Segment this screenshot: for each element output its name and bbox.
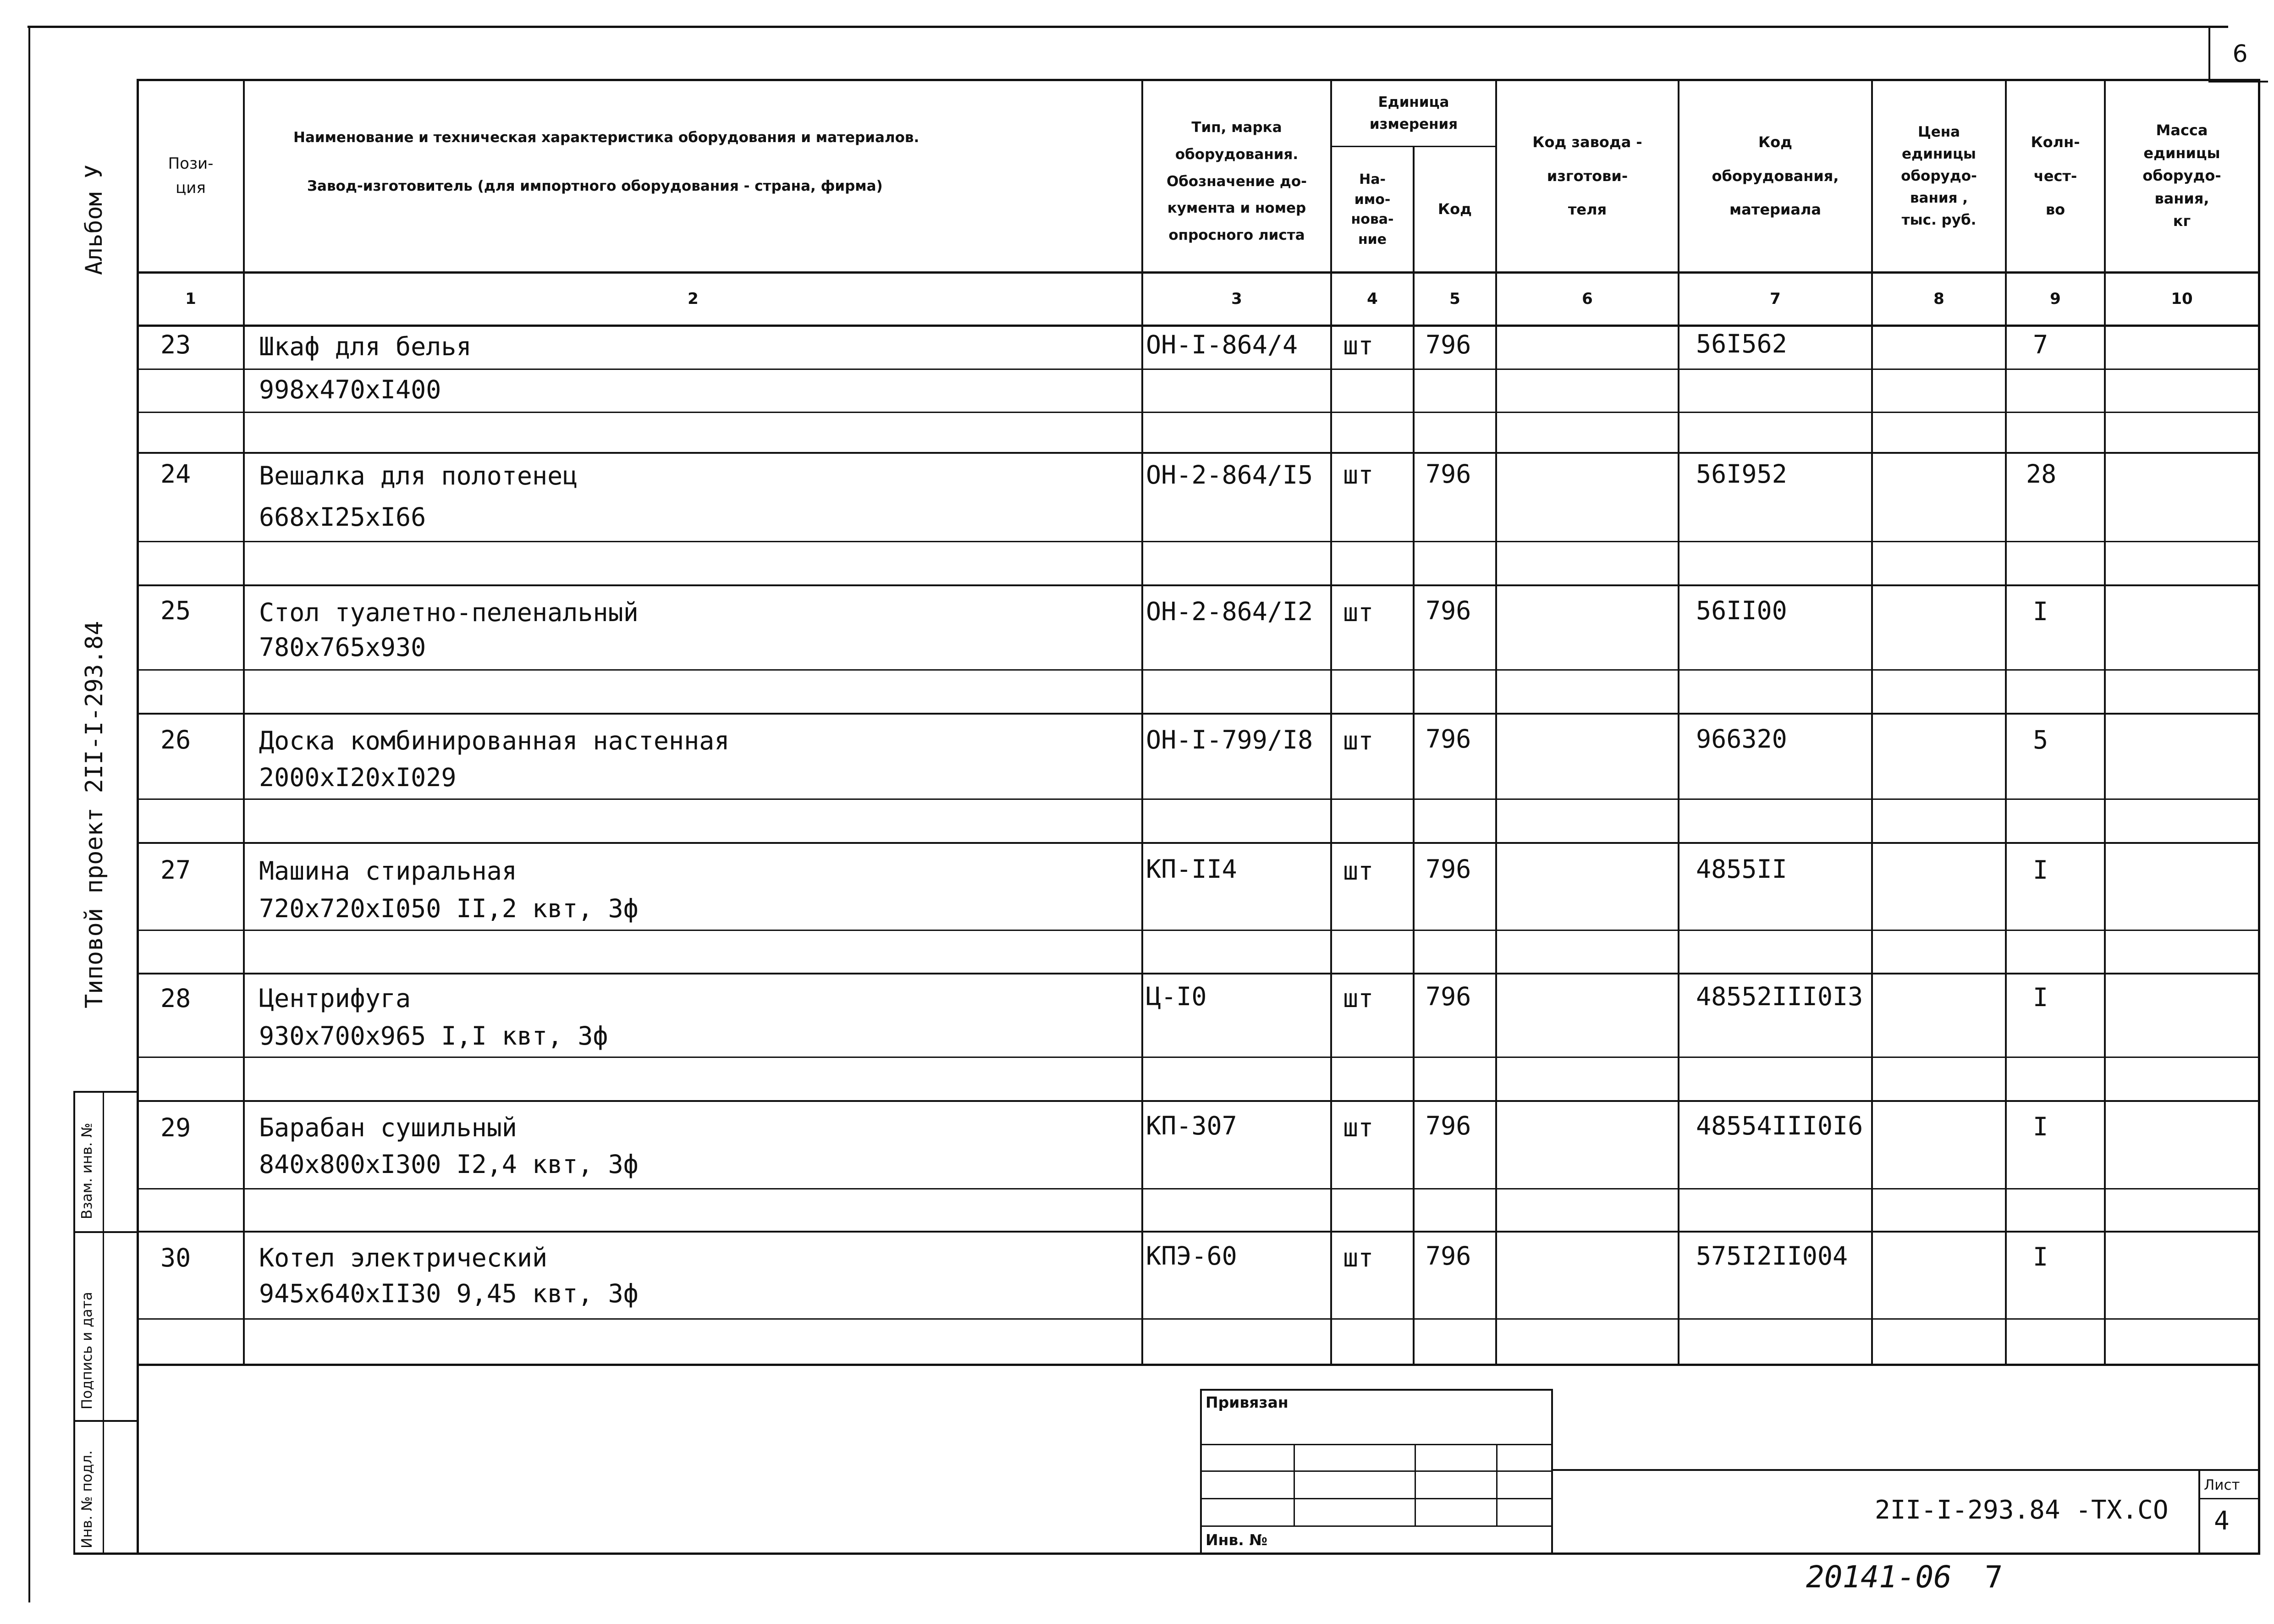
row-name: Стол туалетно-пеленальный: [259, 598, 639, 627]
row-group-line: [137, 1100, 2260, 1102]
row-equipment-code: 966320: [1696, 724, 1787, 754]
row-line: [137, 1057, 2260, 1058]
column-number: 10: [2171, 289, 2193, 308]
row-position: 24: [160, 459, 191, 489]
header-unit-name: На- имо- нова- ние: [1351, 171, 1394, 248]
footer-handwritten-code: 20141-06: [1806, 1559, 1952, 1595]
table-bottom-line: [137, 1364, 2260, 1366]
stamp-label-signature: Подпись и дата: [79, 1292, 95, 1409]
row-quantity: I: [2033, 983, 2048, 1012]
footer-number: 7: [1985, 1559, 2003, 1595]
row-type: Ц-I0: [1146, 982, 1207, 1011]
header-unit-group: Единица измерения: [1369, 94, 1458, 132]
col-line-5: [1495, 79, 1497, 1365]
bound-box-col-3: [1496, 1444, 1498, 1526]
row-line: [137, 798, 2260, 800]
row-position: 26: [160, 725, 191, 754]
stamp-col-mid: [103, 1091, 104, 1555]
row-unit: шт: [1343, 1113, 1374, 1142]
stamp-top-line: [73, 1091, 138, 1093]
bound-box-left: [1200, 1389, 1202, 1555]
row-group-line: [137, 713, 2260, 715]
row-quantity: I: [2033, 855, 2048, 885]
row-line: [137, 369, 2260, 370]
col-line-7: [1871, 79, 1873, 1365]
row-equipment-code: 48554III0I6: [1696, 1111, 1863, 1140]
header-equipment-code: Код оборудования, материала: [1712, 133, 1839, 219]
row-name: Шкаф для белья: [259, 332, 472, 361]
column-number: 6: [1582, 289, 1593, 308]
project-label: Типовой проект 2II-I-293.84: [81, 621, 108, 1008]
header-mass: Масса единицы оборудо- вания, кг: [2142, 121, 2221, 230]
row-position: 25: [160, 596, 191, 625]
header-name-line2: Завод-изготовитель (для импортного оборудования - страна, фирма): [307, 178, 883, 194]
row-type: ОН-2-864/I5: [1146, 460, 1313, 490]
column-number: 4: [1367, 289, 1378, 308]
row-quantity: 7: [2033, 330, 2048, 359]
row-line: [137, 1188, 2260, 1189]
row-name: Котел электрический: [259, 1243, 548, 1272]
row-group-line: [137, 452, 2260, 454]
row-type: КП-307: [1146, 1111, 1237, 1140]
bound-box-col-2: [1415, 1444, 1416, 1526]
header-factory-code: Код завода - изготови- теля: [1532, 133, 1642, 219]
row-equipment-code: 48552III0I3: [1696, 982, 1863, 1011]
row-name: Центрифуга: [259, 984, 411, 1013]
sheet-label: Лист: [2204, 1477, 2240, 1493]
row-quantity: I: [2033, 1112, 2048, 1141]
row-unit: шт: [1343, 726, 1374, 755]
row-quantity: 28: [2026, 459, 2057, 489]
row-type: ОН-2-864/I2: [1146, 597, 1313, 626]
stamp-line-2: [73, 1420, 138, 1422]
header-price: Цена единицы оборудо- вания , тыс. руб.: [1901, 123, 1977, 229]
row-unit-code: 796: [1426, 854, 1471, 884]
row-name: Барабан сушильный: [259, 1113, 517, 1142]
row-unit-code: 796: [1426, 330, 1471, 359]
column-number: 7: [1770, 289, 1781, 308]
row-type: КПЭ-60: [1146, 1241, 1237, 1271]
row-unit-code: 796: [1426, 1241, 1471, 1271]
row-spec: 720х720хI050 II,2 квт, 3ф: [259, 894, 639, 923]
row-spec: 945х640хII30 9,45 квт, 3ф: [259, 1279, 639, 1308]
column-number: 2: [688, 289, 699, 308]
table-right-line: [2258, 79, 2260, 1555]
column-number: 3: [1231, 289, 1242, 308]
row-quantity: I: [2033, 597, 2048, 626]
stamp-label-inventory: Инв. № подл.: [79, 1450, 95, 1548]
column-number: 1: [185, 289, 196, 308]
row-group-line: [137, 842, 2260, 844]
bound-box-line-1: [1200, 1444, 1552, 1445]
colnum-bottom-line: [137, 325, 2260, 327]
bound-box-top: [1200, 1389, 1552, 1391]
row-line: [137, 412, 2260, 413]
col-line-1: [243, 79, 245, 1365]
column-number: 8: [1933, 289, 1944, 308]
sheet-box-left: [2198, 1469, 2200, 1555]
row-line: [137, 930, 2260, 931]
unit-subheader-line: [1330, 146, 1497, 147]
row-position: 23: [160, 330, 191, 359]
stamp-label-replace: Взам. инв. №: [79, 1123, 95, 1219]
col-line-3: [1330, 79, 1332, 1365]
row-position: 27: [160, 855, 191, 885]
header-position: Пози- ция: [168, 154, 214, 197]
row-group-line: [137, 973, 2260, 974]
row-spec: 668хI25хI66: [259, 502, 426, 532]
sheet-corner-number: 6: [2232, 40, 2248, 68]
row-spec: 998х470хI400: [259, 375, 441, 404]
row-type: ОН-I-864/4: [1146, 330, 1298, 359]
header-unit-code: Код: [1438, 200, 1472, 218]
stamp-col-left: [73, 1091, 75, 1555]
bound-box-line-4: [1200, 1525, 1552, 1527]
row-line: [137, 541, 2260, 542]
frame-bottom-line: [73, 1552, 2260, 1555]
row-position: 30: [160, 1243, 191, 1272]
row-spec: 780х765х930: [259, 633, 426, 662]
row-unit: шт: [1343, 1243, 1374, 1272]
row-unit: шт: [1343, 460, 1374, 490]
row-spec: 930х700х965 I,I квт, 3ф: [259, 1021, 608, 1051]
row-type: ОН-I-799/I8: [1146, 725, 1313, 754]
header-quantity: Колн- чест- во: [2031, 133, 2080, 219]
row-group-line: [137, 584, 2260, 586]
inventory-number-label: Инв. №: [1206, 1531, 1268, 1549]
sheet-box-mid: [2198, 1498, 2260, 1499]
row-line: [137, 1318, 2260, 1320]
doc-code-top-line: [1552, 1469, 2260, 1471]
header-name-line1: Наименование и техническая характеристика оборудования и материалов.: [293, 129, 920, 146]
row-quantity: I: [2033, 1242, 2048, 1272]
col-line-8: [2005, 79, 2007, 1365]
row-unit-code: 796: [1426, 1111, 1471, 1140]
row-equipment-code: 575I2II004: [1696, 1241, 1848, 1271]
row-name: Вешалка для полотенец: [259, 461, 578, 490]
frame-left-line: [28, 26, 30, 1602]
row-group-line: [137, 1231, 2260, 1233]
row-unit: шт: [1343, 598, 1374, 627]
row-type: КП-II4: [1146, 854, 1237, 884]
row-position: 29: [160, 1113, 191, 1142]
row-equipment-code: 56I952: [1696, 459, 1787, 489]
col-line-2: [1141, 79, 1143, 1365]
header-type: Тип, марка оборудования. Обозначение до- кумента и номер опросного листа: [1166, 119, 1307, 244]
row-spec: 840х800хI300 I2,4 квт, 3ф: [259, 1150, 639, 1179]
row-unit-code: 796: [1426, 982, 1471, 1011]
document-code: 2II-I-293.84 -ТХ.СО: [1875, 1495, 2169, 1525]
col-line-6: [1678, 79, 1679, 1365]
row-unit-code: 796: [1426, 596, 1471, 625]
stamp-line-1: [73, 1231, 138, 1233]
row-name: Доска комбинированная настенная: [259, 726, 730, 755]
row-spec: 2000хI20хI029: [259, 763, 457, 792]
row-unit-code: 796: [1426, 724, 1471, 754]
bound-box-line-2: [1200, 1470, 1552, 1472]
row-line: [137, 669, 2260, 671]
row-name: Машина стиральная: [259, 856, 517, 886]
row-equipment-code: 56II00: [1696, 596, 1787, 625]
row-position: 28: [160, 984, 191, 1013]
row-equipment-code: 56I562: [1696, 329, 1787, 358]
row-unit: шт: [1343, 856, 1374, 886]
bound-box-right: [1551, 1389, 1553, 1555]
row-unit: шт: [1343, 331, 1374, 360]
row-quantity: 5: [2033, 725, 2048, 754]
bound-box-col-1: [1294, 1444, 1295, 1526]
column-number: 5: [1449, 289, 1460, 308]
col-line-4: [1413, 147, 1415, 1365]
bound-label: Привязан: [1206, 1393, 1288, 1411]
row-equipment-code: 4855II: [1696, 854, 1787, 884]
album-label: Альбом У: [81, 165, 107, 275]
bound-box-line-3: [1200, 1498, 1552, 1499]
row-unit: шт: [1343, 984, 1374, 1013]
sheet-number: 4: [2214, 1506, 2230, 1536]
row-unit-code: 796: [1426, 459, 1471, 489]
column-number: 9: [2050, 289, 2061, 308]
col-line-9: [2104, 79, 2106, 1365]
frame-top-line: [28, 26, 2228, 28]
